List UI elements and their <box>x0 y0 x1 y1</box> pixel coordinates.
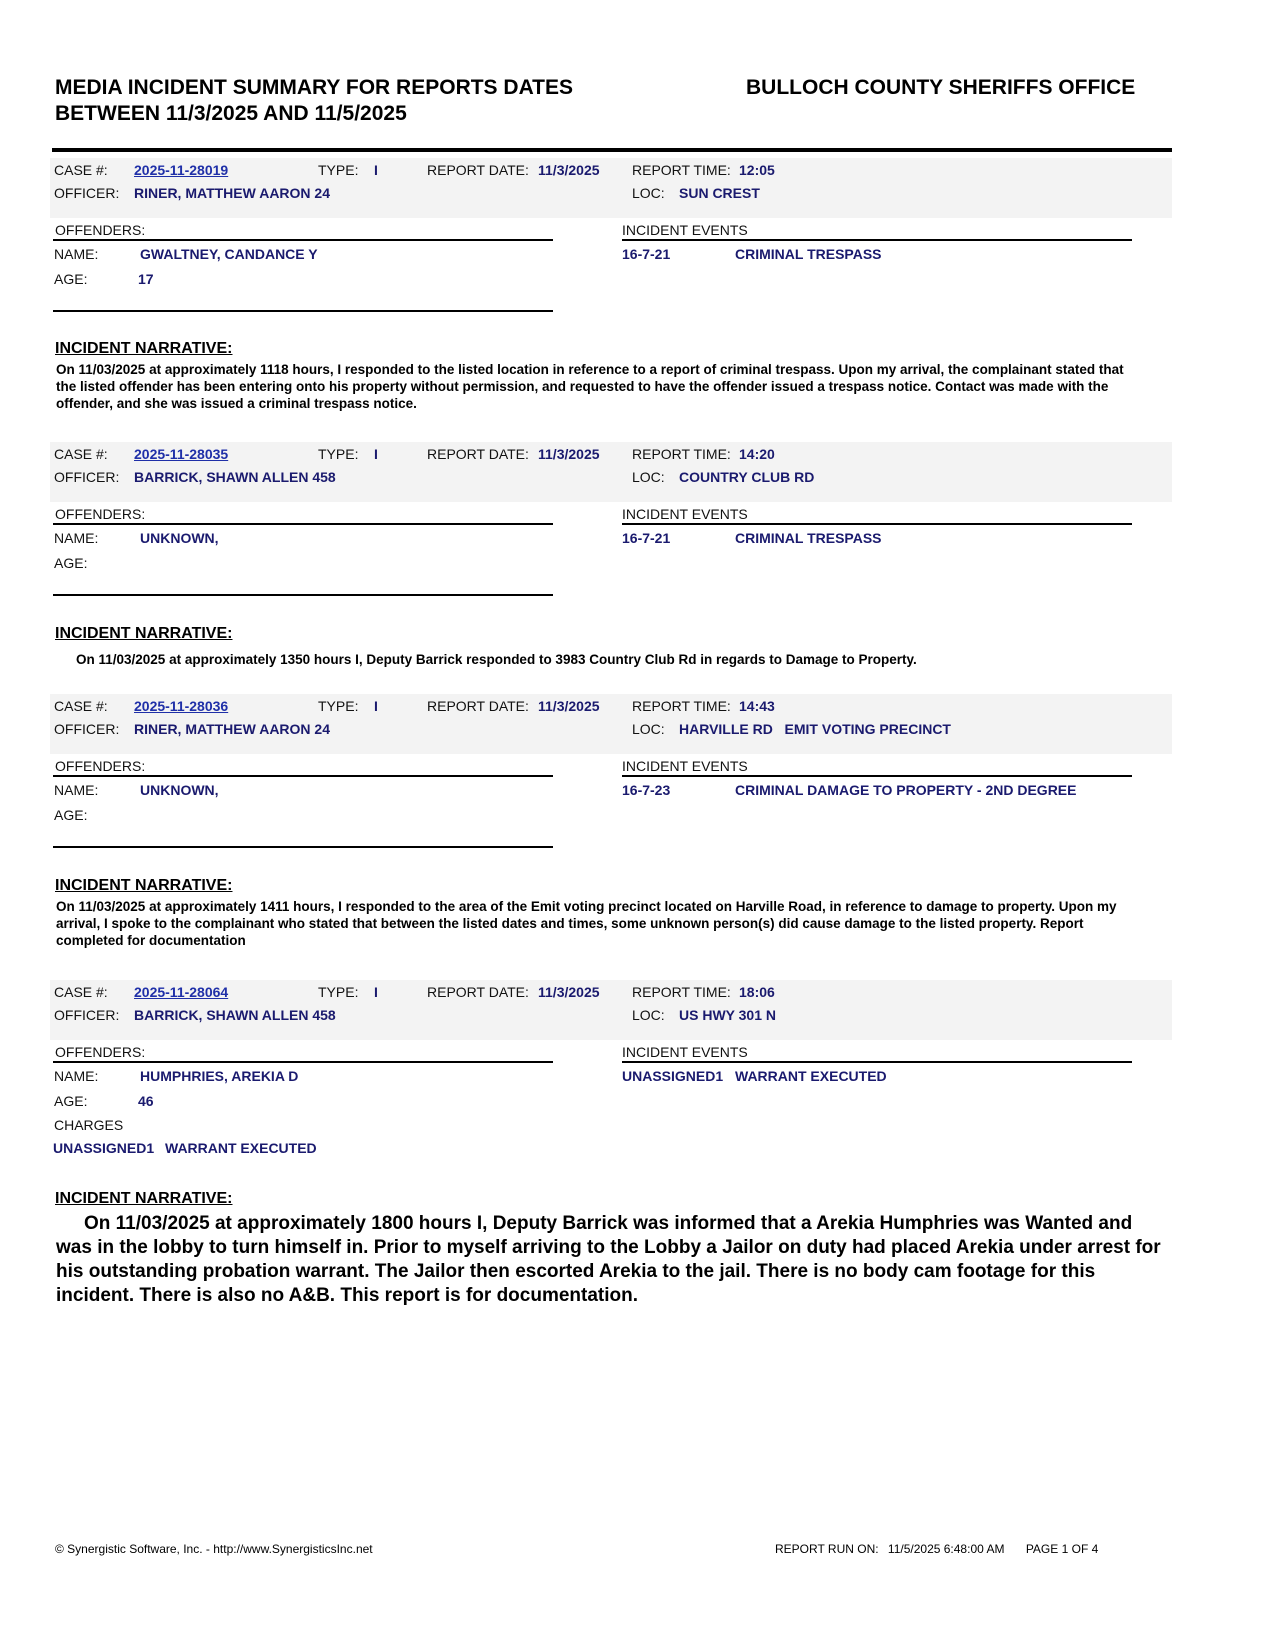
offenders-bottom-divider <box>53 846 553 848</box>
age-label: AGE: <box>54 1093 88 1109</box>
title-divider <box>52 148 1172 152</box>
event-code: 16-7-21 <box>622 530 671 546</box>
report-date-label: REPORT DATE: <box>427 698 529 714</box>
officer-label: OFFICER: <box>54 469 120 485</box>
case-number-link[interactable]: 2025-11-28036 <box>134 698 229 714</box>
officer-label: OFFICER: <box>54 1007 120 1023</box>
narrative-text: On 11/03/2025 at approximately 1118 hours, I responded to the listed location in reference to a report of criminal trespass. Upon my arrival, the complainant stated that the listed offender has been entering onto his property without permission, and requested to have the offender issued a trespass notice. Contact was made with the offender, and she was issued a criminal trespass notice. <box>56 362 1124 411</box>
offenders-heading: OFFENDERS: <box>55 506 146 522</box>
case-label: CASE #: <box>54 698 108 714</box>
offenders-heading: OFFENDERS: <box>55 1044 146 1060</box>
offenders-heading: OFFENDERS: <box>55 758 146 774</box>
agency-name: BULLOCH COUNTY SHERIFFS OFFICE <box>746 76 1136 99</box>
loc-value: US HWY 301 N <box>679 1007 776 1023</box>
case-header <box>50 158 1172 218</box>
offenders-section <box>50 754 1172 854</box>
incident-events-heading: INCIDENT EVENTS <box>622 222 748 238</box>
offender-name: GWALTNEY, CANDANCE Y <box>140 246 318 262</box>
report-run-label: REPORT RUN ON: <box>775 1542 879 1556</box>
report-date-label: REPORT DATE: <box>427 446 529 462</box>
report-time-value: 18:06 <box>739 984 775 1000</box>
officer-value: RINER, MATTHEW AARON 24 <box>134 185 330 201</box>
offender-name: UNKNOWN, <box>140 782 219 798</box>
type-label: TYPE: <box>318 446 359 462</box>
offenders-section <box>50 218 1172 318</box>
offenders-divider <box>53 1061 553 1063</box>
report-time-label: REPORT TIME: <box>632 162 731 178</box>
offenders-bottom-divider <box>53 310 553 312</box>
report-date-label: REPORT DATE: <box>427 162 529 178</box>
case-block <box>50 442 1172 602</box>
name-label: NAME: <box>54 1068 99 1084</box>
event-code: UNASSIGNED1 <box>622 1068 724 1084</box>
type-value: I <box>374 162 378 178</box>
report-time-value: 12:05 <box>739 162 775 178</box>
event-code: 16-7-21 <box>622 246 671 262</box>
events-divider <box>622 1061 1132 1063</box>
page-number: PAGE 1 OF 4 <box>1025 1542 1099 1556</box>
narrative-text: On 11/03/2025 at approximately 1800 hours I, Deputy Barrick was informed that a Arekia Humphries was Wanted and was in the lobby to turn himself in. Prior to myself arriving to the Lobby a Jailor on duty had placed Arekia under arrest for his outstanding probation warrant. The Jailor then escorted Arekia to the jail. There is no body cam footage for this incident. There is also no A&B. This report is for documentation. <box>56 1213 1161 1306</box>
type-label: TYPE: <box>318 984 359 1000</box>
incident-events-heading: INCIDENT EVENTS <box>622 1044 748 1060</box>
age-label: AGE: <box>54 271 88 287</box>
loc-label: LOC: <box>632 721 665 737</box>
offenders-divider <box>53 523 553 525</box>
offender-age: 46 <box>138 1093 154 1109</box>
officer-label: OFFICER: <box>54 721 120 737</box>
loc-label: LOC: <box>632 1007 665 1023</box>
loc-value: HARVILLE RD EMIT VOTING PRECINCT <box>679 721 951 737</box>
narrative-text: On 11/03/2025 at approximately 1411 hours, I responded to the area of the Emit voting precinct located on Harville Road, in reference to damage to property. Upon my arrival, I spoke to the complainant who stated that between the listed dates and times, some unknown person(s) did cause damage to the listed property. Report completed for documentation <box>56 899 1117 948</box>
loc-label: LOC: <box>632 185 665 201</box>
case-label: CASE #: <box>54 446 108 462</box>
charge-code: UNASSIGNED1 <box>53 1140 155 1156</box>
narrative-heading: INCIDENT NARRATIVE: <box>55 340 233 357</box>
type-label: TYPE: <box>318 698 359 714</box>
event-description: WARRANT EXECUTED <box>735 1068 887 1084</box>
report-time-label: REPORT TIME: <box>632 698 731 714</box>
loc-label: LOC: <box>632 469 665 485</box>
type-label: TYPE: <box>318 162 359 178</box>
narrative-heading: INCIDENT NARRATIVE: <box>55 877 233 894</box>
charge-description: WARRANT EXECUTED <box>165 1140 317 1156</box>
page-title <box>55 75 695 127</box>
event-description: CRIMINAL DAMAGE TO PROPERTY - 2ND DEGREE <box>735 782 1077 798</box>
type-value: I <box>374 446 378 462</box>
age-label: AGE: <box>54 807 88 823</box>
case-header <box>50 980 1172 1040</box>
incident-events-heading: INCIDENT EVENTS <box>622 758 748 774</box>
name-label: NAME: <box>54 246 99 262</box>
event-code: 16-7-23 <box>622 782 671 798</box>
case-block <box>50 158 1172 318</box>
report-date-label: REPORT DATE: <box>427 984 529 1000</box>
loc-value: SUN CREST <box>679 185 760 201</box>
officer-label: OFFICER: <box>54 185 120 201</box>
offenders-section <box>50 502 1172 602</box>
offenders-divider <box>53 775 553 777</box>
name-label: NAME: <box>54 530 99 546</box>
case-number-link[interactable]: 2025-11-28035 <box>134 446 229 462</box>
events-divider <box>622 775 1132 777</box>
charges-heading: CHARGES <box>54 1117 124 1133</box>
offender-age: 17 <box>138 271 154 287</box>
case-header <box>50 694 1172 754</box>
case-label: CASE #: <box>54 984 108 1000</box>
case-header <box>50 442 1172 502</box>
offenders-bottom-divider <box>53 594 553 596</box>
case-number-link[interactable]: 2025-11-28064 <box>134 984 229 1000</box>
report-date-value: 11/3/2025 <box>538 446 600 462</box>
incident-events-heading: INCIDENT EVENTS <box>622 506 748 522</box>
case-label: CASE #: <box>54 162 108 178</box>
narrative-heading: INCIDENT NARRATIVE: <box>55 1190 233 1207</box>
offender-name: HUMPHRIES, AREKIA D <box>140 1068 299 1084</box>
events-divider <box>622 523 1132 525</box>
report-date-value: 11/3/2025 <box>538 698 600 714</box>
offenders-heading: OFFENDERS: <box>55 222 146 238</box>
report-time-value: 14:43 <box>739 698 775 714</box>
age-label: AGE: <box>54 555 88 571</box>
event-description: CRIMINAL TRESPASS <box>735 246 882 262</box>
offender-name: UNKNOWN, <box>140 530 219 546</box>
type-value: I <box>374 984 378 1000</box>
events-divider <box>622 239 1132 241</box>
offenders-section <box>50 1040 1172 1160</box>
report-date-value: 11/3/2025 <box>538 984 600 1000</box>
event-description: CRIMINAL TRESPASS <box>735 530 882 546</box>
case-number-link[interactable]: 2025-11-28019 <box>134 162 229 178</box>
report-run-value: 11/5/2025 6:48:00 AM <box>887 1542 1005 1556</box>
offenders-divider <box>53 239 553 241</box>
report-time-value: 14:20 <box>739 446 775 462</box>
case-block <box>50 694 1172 854</box>
narrative-text: On 11/03/2025 at approximately 1350 hours I, Deputy Barrick responded to 3983 Country Club Rd in regards to Damage to Property. <box>76 652 917 667</box>
case-block <box>50 980 1172 1160</box>
page-title-line2: BETWEEN 11/3/2025 AND 11/5/2025 <box>55 102 407 125</box>
loc-value: COUNTRY CLUB RD <box>679 469 815 485</box>
report-time-label: REPORT TIME: <box>632 446 731 462</box>
page-title-line1: MEDIA INCIDENT SUMMARY FOR REPORTS DATES <box>55 76 574 99</box>
type-value: I <box>374 698 378 714</box>
narrative-heading: INCIDENT NARRATIVE: <box>55 625 233 642</box>
officer-value: BARRICK, SHAWN ALLEN 458 <box>134 469 336 485</box>
officer-value: BARRICK, SHAWN ALLEN 458 <box>134 1007 336 1023</box>
footer-report-run <box>775 1542 1098 1556</box>
name-label: NAME: <box>54 782 99 798</box>
report-date-value: 11/3/2025 <box>538 162 600 178</box>
footer-copyright: © Synergistic Software, Inc. - http://www.SynergisticsInc.net <box>55 1542 373 1556</box>
officer-value: RINER, MATTHEW AARON 24 <box>134 721 330 737</box>
report-time-label: REPORT TIME: <box>632 984 731 1000</box>
